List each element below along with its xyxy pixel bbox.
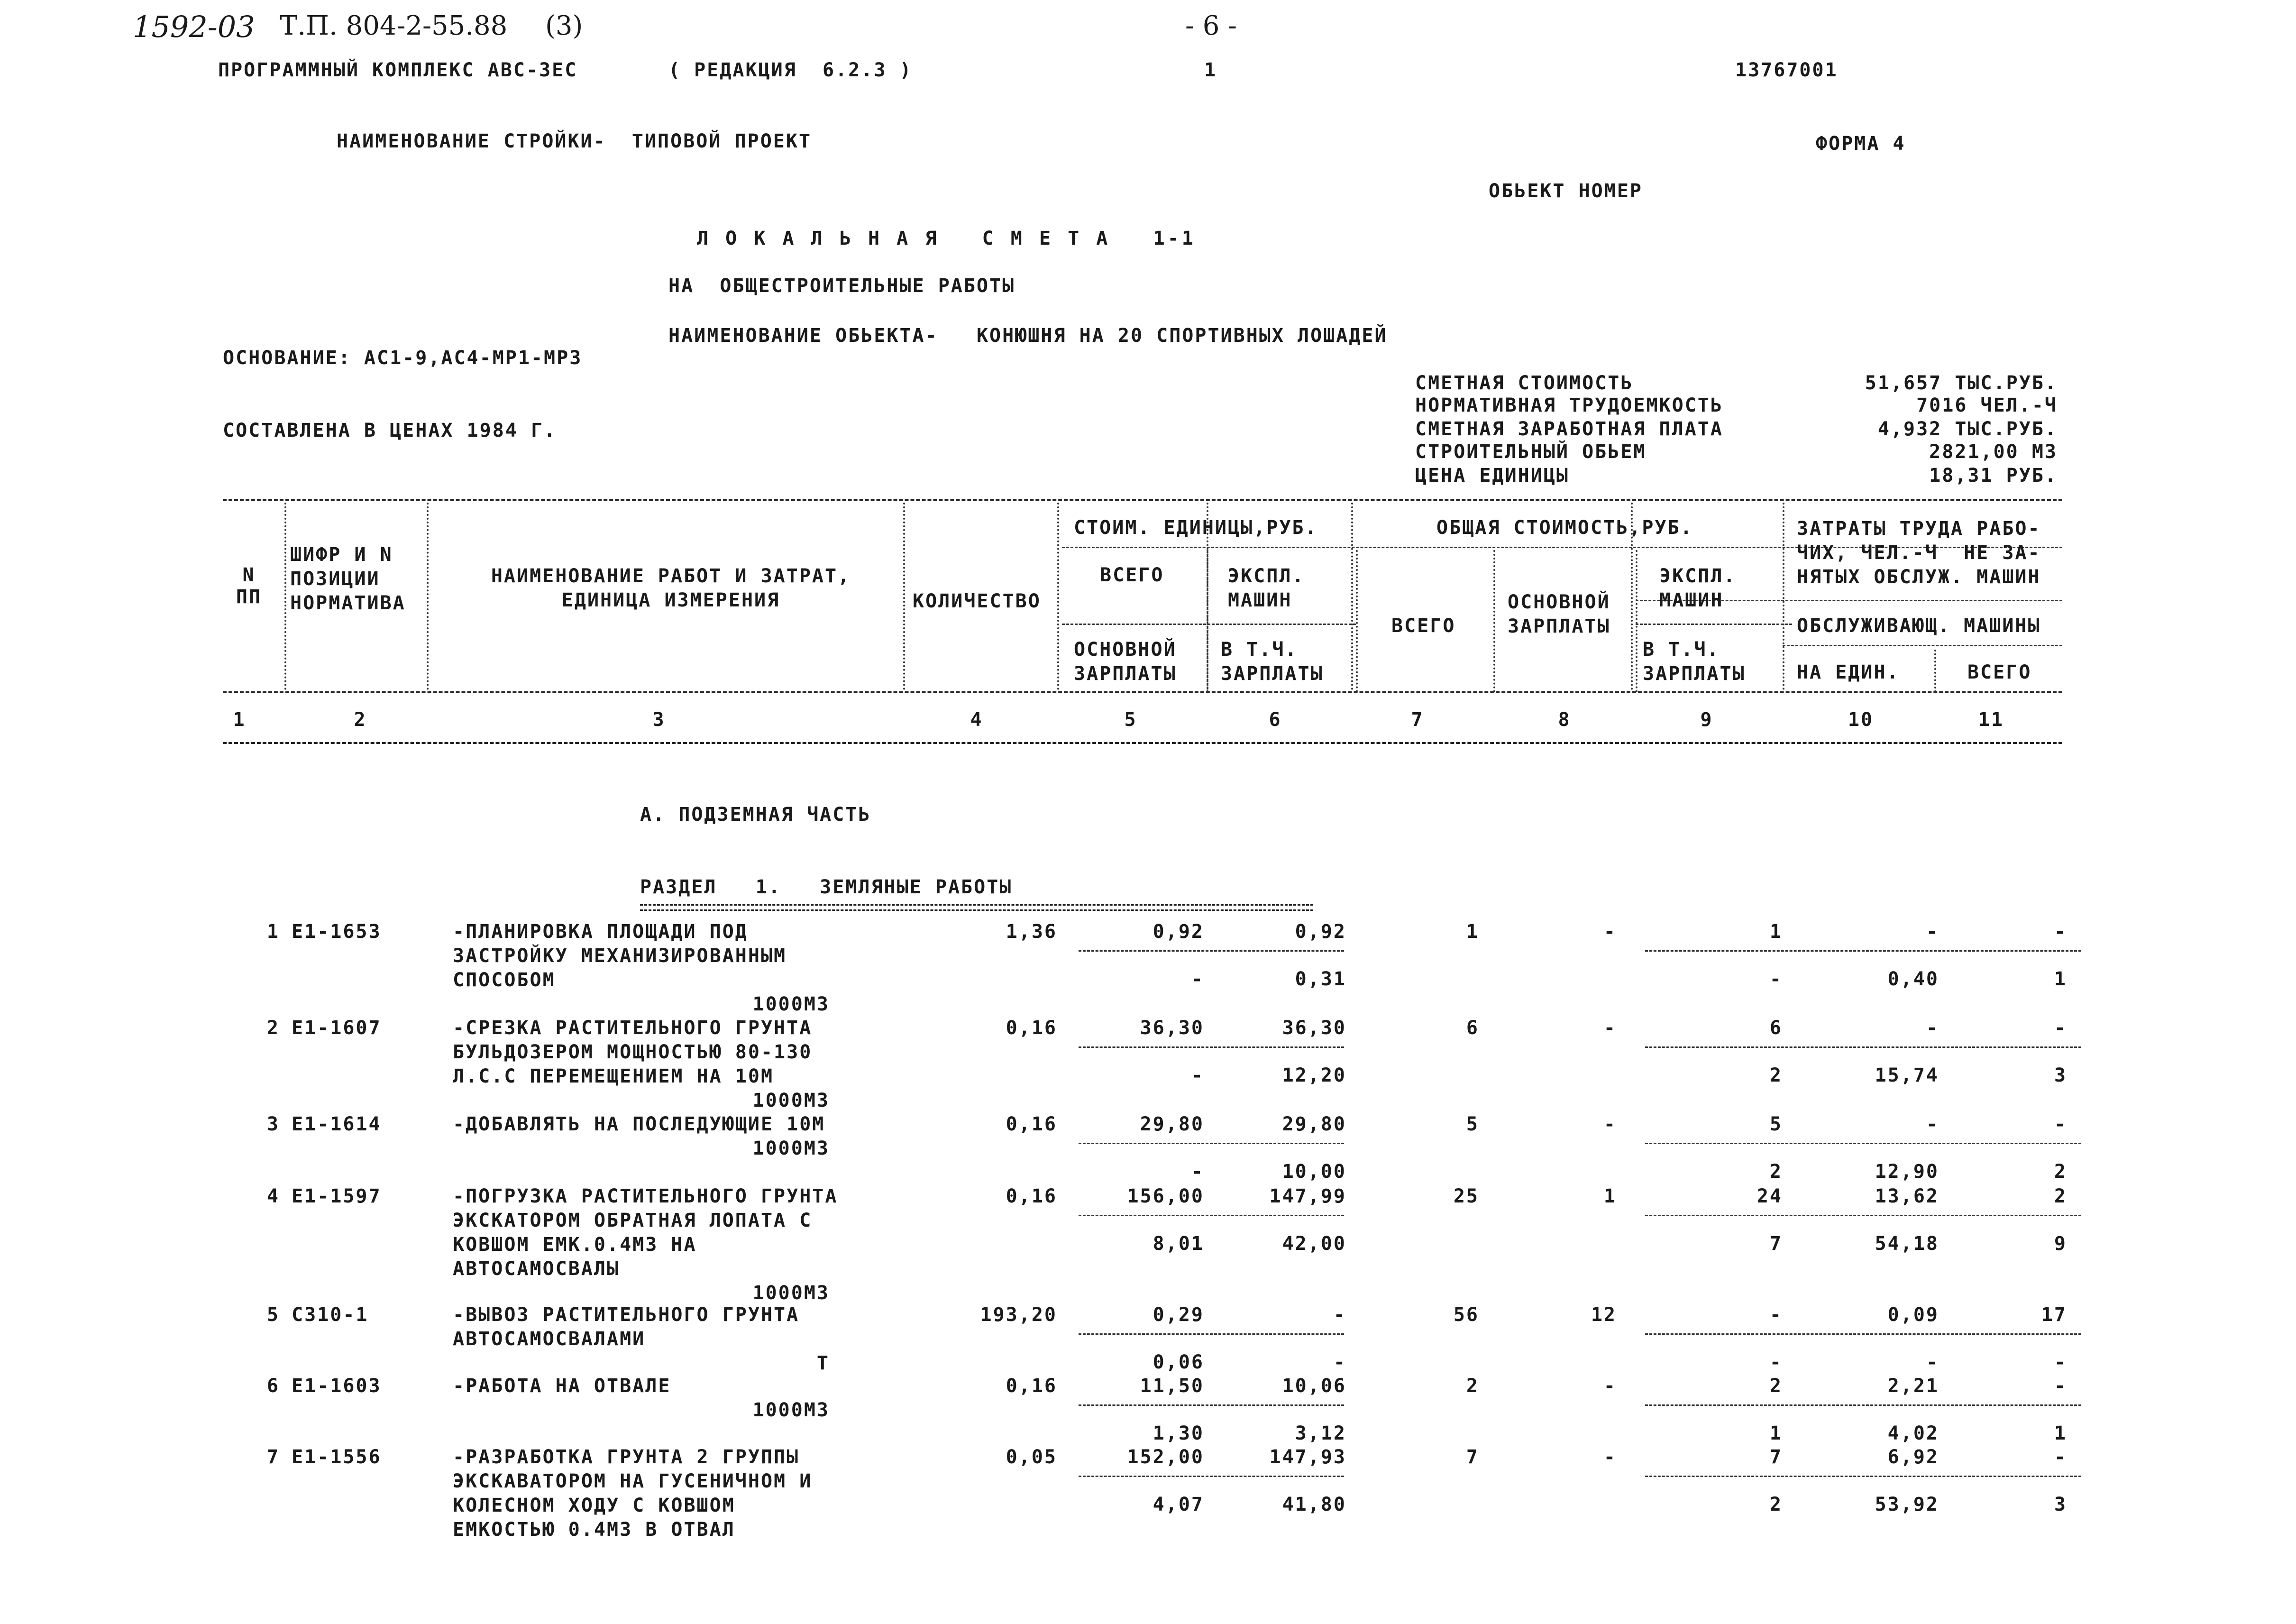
col-10-head: НА ЕДИН. (1797, 661, 1900, 683)
row-labor-machine-total: 1 (2054, 968, 2067, 990)
row-subrule (1079, 950, 1344, 952)
row-unit-wages: - (1191, 1161, 1204, 1183)
section-underline (640, 904, 1313, 906)
row-unit-machine-wages: 10,00 (1282, 1161, 1346, 1183)
row-unit-machine-wages: 42,00 (1282, 1233, 1346, 1255)
col-7-head: ВСЕГО (1391, 615, 1456, 637)
row-total-wages: - (1603, 1446, 1617, 1468)
row-unit: 1000М3 (752, 993, 830, 1015)
row-subrule (1079, 1143, 1344, 1144)
row-unit-machines: - (1333, 1304, 1346, 1326)
row-total-machines: 7 (1769, 1446, 1783, 1468)
row-unit-machine-wages: 3,12 (1295, 1422, 1346, 1444)
summary-label: ЦЕНА ЕДИНИЦЫ (1415, 465, 1569, 486)
section-title: РАЗДЕЛ 1. ЗЕМЛЯНЫЕ РАБОТЫ (640, 876, 1013, 898)
row-subrule (1645, 1215, 2081, 1216)
row-labor-unit: - (1926, 921, 1939, 943)
basis: ОСНОВАНИЕ: АС1-9,АС4-МР1-МР3 (223, 347, 583, 369)
row-labor-unit: 2,21 (1887, 1375, 1939, 1397)
column-separator (1351, 503, 1353, 690)
row-name-line: КОЛЕСНОМ ХОДУ С КОВШОМ (453, 1495, 735, 1516)
row-unit-machines: 36,30 (1282, 1017, 1346, 1039)
row-quantity: 0,16 (1006, 1375, 1057, 1397)
row-name-line: -ПОГРУЗКА РАСТИТЕЛЬНОГО ГРУНТА (453, 1185, 838, 1207)
row-total-wages: - (1603, 1113, 1617, 1135)
row-quantity: 0,16 (1006, 1113, 1057, 1135)
summary-value: 51,657 ТЫС.РУБ. (1865, 372, 2058, 394)
row-code: С310-1 (292, 1304, 369, 1326)
row-name-line: ЕМКОСТЬЮ 0.4М3 В ОТВАЛ (453, 1519, 735, 1541)
row-unit: 1000М3 (752, 1090, 830, 1111)
construction-name: НАИМЕНОВАНИЕ СТРОЙКИ- ТИПОВОЙ ПРОЕКТ (337, 130, 812, 152)
row-total: 25 (1453, 1185, 1479, 1207)
row-labor-total: - (2054, 1446, 2067, 1468)
form-number: ФОРМА 4 (1816, 133, 1906, 155)
row-subrule (1079, 1476, 1344, 1477)
row-labor-machine-unit: 54,18 (1875, 1233, 1939, 1255)
row-code: Е1-1597 (292, 1185, 382, 1207)
row-name-line: -ДОБАВЛЯТЬ НА ПОСЛЕДУЮЩИЕ 10М (453, 1113, 825, 1135)
row-unit-machines: 10,06 (1282, 1375, 1346, 1397)
page-number: - 6 - (1185, 10, 1237, 41)
row-labor-total: 17 (2041, 1304, 2067, 1326)
column-separator (903, 503, 905, 690)
col-qty-head: КОЛИЧЕСТВО (913, 590, 1041, 612)
row-total-wages: - (1603, 1017, 1617, 1039)
row-code: Е1-1653 (292, 921, 382, 943)
col-6b-head: В Т.Ч. ЗАРПЛАТЫ (1221, 639, 1324, 685)
column-number: 2 (354, 709, 367, 731)
row-unit-total: 152,00 (1127, 1446, 1204, 1468)
row-subrule (1079, 1333, 1344, 1335)
rule (223, 742, 2062, 744)
row-labor-machine-unit: 4,02 (1887, 1422, 1939, 1444)
row-labor-machine-unit: 53,92 (1875, 1494, 1939, 1515)
project-code: Т.П. 804-2-55.88 (280, 10, 508, 41)
program-edition: ( РЕДАКЦИЯ 6.2.3 ) (668, 59, 913, 81)
row-total-machines: 1 (1769, 921, 1783, 943)
column-separator (1934, 650, 1936, 692)
row-subrule (1645, 950, 2081, 952)
row-unit: Т (816, 1352, 830, 1374)
col-labor-head: ЗАТРАТЫ ТРУДА РАБО- ЧИХ, ЧЕЛ.-Ч НЕ ЗА- НЯТЫХ ОБСЛУЖ. МАШИН (1797, 518, 2041, 588)
row-unit: 1000М3 (752, 1399, 830, 1421)
row-total-machine-wages: 2 (1769, 1494, 1783, 1515)
row-labor-total: 2 (2054, 1185, 2067, 1207)
row-name-line: ЭКСКАТОРОМ ОБРАТНАЯ ЛОПАТА С (453, 1210, 813, 1231)
col-6-head: ЭКСПЛ. МАШИН (1228, 565, 1305, 611)
column-separator (1356, 550, 1358, 692)
row-name-line: БУЛЬДОЗЕРОМ МОЩНОСТЬЮ 80-130 (453, 1041, 813, 1063)
summary-label: НОРМАТИВНАЯ ТРУДОЕМКОСТЬ (1415, 395, 1723, 416)
col-num-head: N ПП (236, 564, 262, 608)
row-subrule (1645, 1046, 2081, 1048)
row-unit-machines: 29,80 (1282, 1113, 1346, 1135)
col-9-head: ЭКСПЛ. МАШИН (1659, 565, 1737, 611)
row-total-machine-wages: 2 (1769, 1161, 1783, 1183)
col-name-head: НАИМЕНОВАНИЕ РАБОТ И ЗАТРАТ, ЕДИНИЦА ИЗМЕРЕНИЯ (491, 565, 851, 611)
rule (1636, 624, 1792, 625)
row-total: 1 (1466, 921, 1479, 943)
row-quantity: 0,05 (1006, 1446, 1057, 1468)
col-5b-head: ОСНОВНОЙ ЗАРПЛАТЫ (1074, 639, 1177, 685)
col-11-head: ВСЕГО (1967, 661, 2032, 683)
row-unit-machines: 0,92 (1295, 921, 1346, 943)
row-labor-machine-unit: 15,74 (1875, 1064, 1939, 1086)
summary-value: 2821,00 М3 (1929, 441, 2058, 463)
row-total: 56 (1453, 1304, 1479, 1326)
row-total-machines: 6 (1769, 1017, 1783, 1039)
row-unit-machine-wages: 0,31 (1295, 968, 1346, 990)
row-number: 3 (266, 1113, 280, 1135)
row-unit-total: 0,92 (1153, 921, 1204, 943)
row-labor-machine-total: 3 (2054, 1064, 2067, 1086)
row-labor-total: - (2054, 1375, 2067, 1397)
summary-label: СМЕТНАЯ ЗАРАБОТНАЯ ПЛАТА (1415, 418, 1723, 440)
row-total-machine-wages: 2 (1769, 1064, 1783, 1086)
row-quantity: 0,16 (1006, 1017, 1057, 1039)
row-total-machines: 2 (1769, 1375, 1783, 1397)
row-total-machine-wages: 1 (1769, 1422, 1783, 1444)
row-unit-wages: 1,30 (1153, 1422, 1204, 1444)
column-number: 1 (233, 709, 246, 731)
summary-label: СМЕТНАЯ СТОИМОСТЬ (1415, 372, 1634, 394)
column-number: 4 (970, 709, 983, 731)
row-name-line: СПОСОБОМ (453, 969, 556, 991)
col-5-head: ВСЕГО (1100, 564, 1164, 586)
row-subrule (1645, 1476, 2081, 1477)
row-number: 5 (266, 1304, 280, 1326)
row-unit-machine-wages: 12,20 (1282, 1064, 1346, 1086)
row-name-line: -РАЗРАБОТКА ГРУНТА 2 ГРУППЫ (453, 1446, 800, 1468)
row-unit-total: 156,00 (1127, 1185, 1204, 1207)
row-total-wages: - (1603, 921, 1617, 943)
row-name-line: -РАБОТА НА ОТВАЛЕ (453, 1375, 671, 1397)
row-unit-wages: - (1191, 1064, 1204, 1086)
row-total-wages: - (1603, 1375, 1617, 1397)
object-number: ОБЬЕКТ НОМЕР (1489, 180, 1643, 202)
row-name-line: -СРЕЗКА РАСТИТЕЛЬНОГО ГРУНТА (453, 1017, 813, 1039)
rule (1062, 624, 1356, 625)
row-name-line: АВТОСАМОСВАЛАМИ (453, 1328, 646, 1350)
row-labor-machine-total: 1 (2054, 1422, 2067, 1444)
row-unit-wages: 4,07 (1153, 1494, 1204, 1515)
row-name-line: -ВЫВОЗ РАСТИТЕЛЬНОГО ГРУНТА (453, 1304, 800, 1326)
section-underline (640, 909, 1313, 911)
column-number: 5 (1124, 709, 1137, 731)
summary-value: 7016 ЧЕЛ.-Ч (1916, 395, 2058, 416)
row-unit-machines: 147,93 (1269, 1446, 1346, 1468)
col-9b-head: В Т.Ч. ЗАРПЛАТЫ (1643, 639, 1746, 685)
row-labor-unit: - (1926, 1017, 1939, 1039)
row-unit-machine-wages: 41,80 (1282, 1494, 1346, 1515)
column-number: 11 (1978, 709, 2004, 731)
object-name: НАИМЕНОВАНИЕ ОБЬЕКТА- КОНЮШНЯ НА 20 СПОРТИВНЫХ ЛОШАДЕЙ (668, 325, 1388, 347)
column-number: 7 (1411, 709, 1424, 731)
row-total-machines: 5 (1769, 1113, 1783, 1135)
row-labor-unit: - (1926, 1113, 1939, 1135)
row-number: 6 (266, 1375, 280, 1397)
row-labor-total: - (2054, 1017, 2067, 1039)
row-total: 7 (1466, 1446, 1479, 1468)
row-subrule (1079, 1046, 1344, 1048)
column-separator (427, 503, 429, 690)
row-total: 6 (1466, 1017, 1479, 1039)
summary-label: СТРОИТЕЛЬНЫЙ ОБЬЕМ (1415, 441, 1647, 463)
price-base: СОСТАВЛЕНА В ЦЕНАХ 1984 Г. (223, 420, 557, 441)
row-subrule (1079, 1404, 1344, 1406)
row-unit-total: 11,50 (1140, 1375, 1204, 1397)
summary-value: 18,31 РУБ. (1929, 465, 2058, 486)
row-unit-machine-wages: - (1333, 1351, 1346, 1373)
col-code-head: ШИФР И N ПОЗИЦИИ НОРМАТИВА (290, 544, 406, 614)
row-labor-machine-total: 9 (2054, 1233, 2067, 1255)
col-unitcost-head: СТОИМ. ЕДИНИЦЫ,РУБ. (1074, 517, 1318, 539)
column-number: 6 (1269, 709, 1282, 731)
row-total-machine-wages: - (1769, 1351, 1783, 1373)
column-separator (1783, 503, 1784, 690)
document-title: Л О К А Л Ь Н А Я С М Е Т А 1-1 (697, 228, 1196, 249)
row-labor-unit: 13,62 (1875, 1185, 1939, 1207)
column-separator (1057, 503, 1059, 690)
row-name-line: АВТОСАМОСВАЛЫ (453, 1258, 620, 1280)
col-totalcost-head: ОБЩАЯ СТОИМОСТЬ,РУБ. (1436, 517, 1693, 539)
project-part: (3) (545, 10, 583, 41)
works-type: НА ОБЩЕСТРОИТЕЛЬНЫЕ РАБОТЫ (668, 275, 1015, 297)
column-number: 9 (1700, 709, 1713, 731)
row-unit: 1000М3 (752, 1138, 830, 1159)
row-unit-wages: 8,01 (1153, 1233, 1204, 1255)
row-name-line: КОВШОМ ЕМК.0.4М3 НА (453, 1234, 697, 1256)
row-unit-wages: - (1191, 968, 1204, 990)
col-labor2-head: ОБСЛУЖИВАЮЩ. МАШИНЫ (1797, 615, 2041, 637)
row-name-line: ЗАСТРОЙКУ МЕХАНИЗИРОВАННЫМ (453, 945, 787, 967)
column-separator (1207, 550, 1208, 692)
row-quantity: 193,20 (980, 1304, 1057, 1326)
row-number: 4 (266, 1185, 280, 1207)
rule (223, 691, 2062, 693)
rule (1783, 645, 2062, 646)
row-subrule (1645, 1333, 2081, 1335)
row-unit: 1000М3 (752, 1282, 830, 1304)
column-separator (1636, 550, 1637, 692)
row-name-line: Л.С.С ПЕРЕМЕЩЕНИЕМ НА 10М (453, 1065, 774, 1087)
row-subrule (1645, 1404, 2081, 1406)
row-code: Е1-1607 (292, 1017, 382, 1039)
row-total-machines: 24 (1756, 1185, 1783, 1207)
row-quantity: 1,36 (1006, 921, 1057, 943)
row-number: 7 (266, 1446, 280, 1468)
row-labor-unit: 6,92 (1887, 1446, 1939, 1468)
row-total-machine-wages: 7 (1769, 1233, 1783, 1255)
row-subrule (1645, 1143, 2081, 1144)
row-labor-machine-total: 3 (2054, 1494, 2067, 1515)
row-quantity: 0,16 (1006, 1185, 1057, 1207)
program-number: 1 (1204, 59, 1217, 81)
row-labor-machine-unit: 12,90 (1875, 1161, 1939, 1183)
row-number: 1 (266, 921, 280, 943)
row-subrule (1079, 1215, 1344, 1216)
col-8-head: ОСНОВНОЙ ЗАРПЛАТЫ (1508, 591, 1610, 637)
program-name: ПРОГРАММНЫЙ КОМПЛЕКС АВС-3ЕС (218, 59, 578, 81)
column-separator (1493, 550, 1495, 692)
row-code: Е1-1603 (292, 1375, 382, 1397)
row-code: Е1-1556 (292, 1446, 382, 1468)
row-total: 5 (1466, 1113, 1479, 1135)
row-labor-total: - (2054, 921, 2067, 943)
row-labor-machine-total: 2 (2054, 1161, 2067, 1183)
row-labor-unit: 0,09 (1887, 1304, 1939, 1326)
row-unit-total: 36,30 (1140, 1017, 1204, 1039)
document-code: 13767001 (1735, 59, 1838, 81)
row-labor-total: - (2054, 1113, 2067, 1135)
rule (223, 499, 2062, 501)
row-unit-total: 0,29 (1153, 1304, 1204, 1326)
row-code: Е1-1614 (292, 1113, 382, 1135)
row-total-wages: 12 (1591, 1304, 1617, 1326)
row-total-machines: - (1769, 1304, 1783, 1326)
column-number: 3 (652, 709, 666, 731)
row-total-machine-wages: - (1769, 968, 1783, 990)
row-number: 2 (266, 1017, 280, 1039)
row-labor-machine-unit: - (1926, 1351, 1939, 1373)
part-title: А. ПОДЗЕМНАЯ ЧАСТЬ (640, 804, 871, 826)
row-total: 2 (1466, 1375, 1479, 1397)
handwritten-archive-number: 1592-03 (133, 9, 255, 44)
row-unit-total: 29,80 (1140, 1113, 1204, 1135)
row-unit-machines: 147,99 (1269, 1185, 1346, 1207)
column-separator (284, 503, 286, 690)
row-name-line: -ПЛАНИРОВКА ПЛОЩАДИ ПОД (453, 921, 748, 943)
column-number: 8 (1558, 709, 1571, 731)
row-unit-wages: 0,06 (1153, 1351, 1204, 1373)
summary-value: 4,932 ТЫС.РУБ. (1877, 418, 2058, 440)
row-name-line: ЭКСКАВАТОРОМ НА ГУСЕНИЧНОМ И (453, 1470, 813, 1492)
column-number: 10 (1848, 709, 1874, 731)
row-labor-machine-total: - (2054, 1351, 2067, 1373)
row-total-wages: 1 (1603, 1185, 1617, 1207)
row-labor-machine-unit: 0,40 (1887, 968, 1939, 990)
